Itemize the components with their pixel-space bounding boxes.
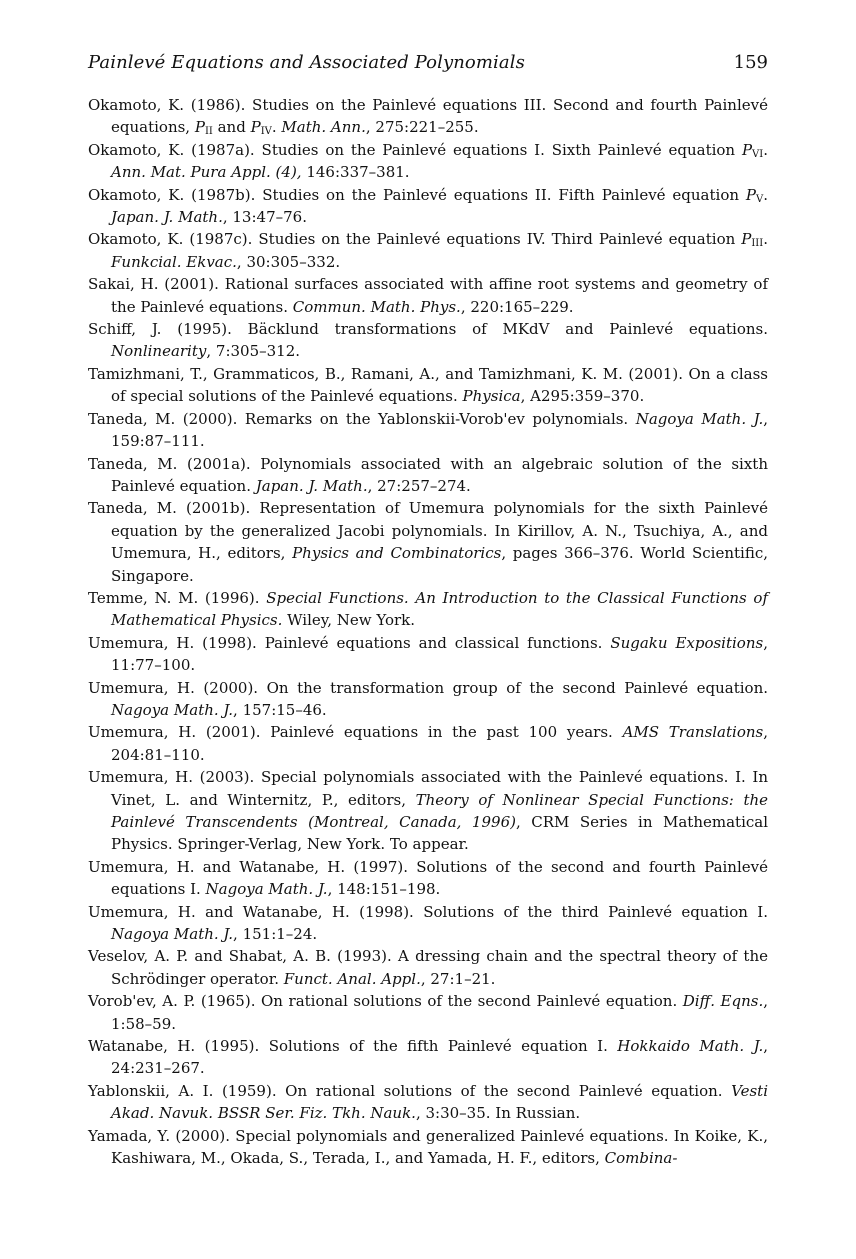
reference-item: Umemura, H. (2001). Painlevé equations in the past 100 years. AMS Translations, 204:81–110. <box>88 723 768 764</box>
running-head <box>88 52 768 78</box>
running-title: Painlevé Equations and Associated Polynomials <box>88 52 525 73</box>
reference-item: Okamoto, K. (1987a). Studies on the Painlevé equations I. Sixth Painlevé equation $P_{VI}$. Ann. Mat. Pura Appl. (4), 146:337–381. <box>88 140 768 182</box>
reference-item: Yamada, Y. (2000). Special polynomials and generalized Painlevé equations. In Koike, K., Kashiwara, M., Okada, S., Terada, I., and Yamada, H. F., editors, Combina- <box>88 1126 768 1168</box>
reference-item: Sakai, H. (2001). Rational surfaces associated with affine root systems and geometry of the Painlevé equations. Commun. Math. Phys., 220:165–229. <box>88 275 768 316</box>
reference-item: Vorob'ev, A. P. (1965). On rational solutions of the second Painlevé equation. Diff. Eqns., 1:58–59. <box>88 992 768 1033</box>
reference-item: Taneda, M. (2001b). Representation of Umemura polynomials for the sixth Painlevé equation by the generalized Jacobi polynomials. In Kirillov, A. N., Tsuchiya, A., and Umemura, H., editors, Physics and Combinatorics, pages 366–376. World Scientific, Singapore. <box>88 499 768 585</box>
reference-item: Taneda, M. (2001a). Polynomials associated with an algebraic solution of the sixth Painlevé equation. Japan. J. Math., 27:257–274. <box>88 454 768 495</box>
reference-item: Umemura, H. and Watanabe, H. (1998). Solutions of the third Painlevé equation I. Nagoya Math. J., 151:1–24. <box>88 902 768 944</box>
page <box>88 52 768 1170</box>
reference-item: Watanabe, H. (1995). Solutions of the fifth Painlevé equation I. Hokkaido Math. J., 24:231–267. <box>88 1037 768 1078</box>
reference-item: Umemura, H. and Watanabe, H. (1997). Solutions of the second and fourth Painlevé equations I. Nagoya Math. J., 148:151–198. <box>88 857 768 899</box>
reference-item: Okamoto, K. (1986). Studies on the Painlevé equations III. Second and fourth Painlevé equations, $P_{II}$ and $P_{IV}$. Math. Ann., 275:221–255. <box>88 96 768 138</box>
reference-item: Okamoto, K. (1987c). Studies on the Painlevé equations IV. Third Painlevé equation $P_{III}$. Funkcial. Ekvac., 30:305–332. <box>88 230 768 271</box>
reference-list <box>88 94 768 1170</box>
reference-item: Umemura, H. (1998). Painlevé equations and classical functions. Sugaku Expositions, 11:77–100. <box>88 633 768 675</box>
reference-item: Veselov, A. P. and Shabat, A. B. (1993). A dressing chain and the spectral theory of the Schrödinger operator. Funct. Anal. Appl., 27:1–21. <box>88 947 768 988</box>
reference-item: Tamizhmani, T., Grammaticos, B., Ramani, A., and Tamizhmani, K. M. (2001). On a class of special solutions of the Painlevé equations. Physica, A295:359–370. <box>88 364 768 406</box>
reference-item: Umemura, H. (2000). On the transformation group of the second Painlevé equation. Nagoya Math. J., 157:15–46. <box>88 678 768 719</box>
reference-item: Temme, N. M. (1996). Special Functions. An Introduction to the Classical Functions of Mathematical Physics. Wiley, New York. <box>88 588 768 630</box>
reference-item: Taneda, M. (2000). Remarks on the Yablonskii-Vorob'ev polynomials. Nagoya Math. J., 159:87–111. <box>88 409 769 451</box>
page-number: 159 <box>733 52 768 73</box>
reference-item: Okamoto, K. (1987b). Studies on the Painlevé equations II. Fifth Painlevé equation $P_V$. Japan. J. Math., 13:47–76. <box>88 185 768 227</box>
reference-item: Umemura, H. (2003). Special polynomials associated with the Painlevé equations. I. In Vinet, L. and Winternitz, P., editors, Theory of Nonlinear Special Functions: the Painlevé Transcendents (Montreal, Canada, 1996), CRM Series in Mathematical Physics. Springer-Verlag, New York. To appear. <box>88 768 769 854</box>
reference-item: Schiff, J. (1995). Bäcklund transformations of MKdV and Painlevé equations. Nonlinearity, 7:305–312. <box>88 320 768 361</box>
reference-item: Yablonskii, A. I. (1959). On rational solutions of the second Painlevé equation. Vesti Akad. Navuk. BSSR Ser. Fiz. Tkh. Nauk., 3:30–35. In Russian. <box>88 1081 768 1123</box>
